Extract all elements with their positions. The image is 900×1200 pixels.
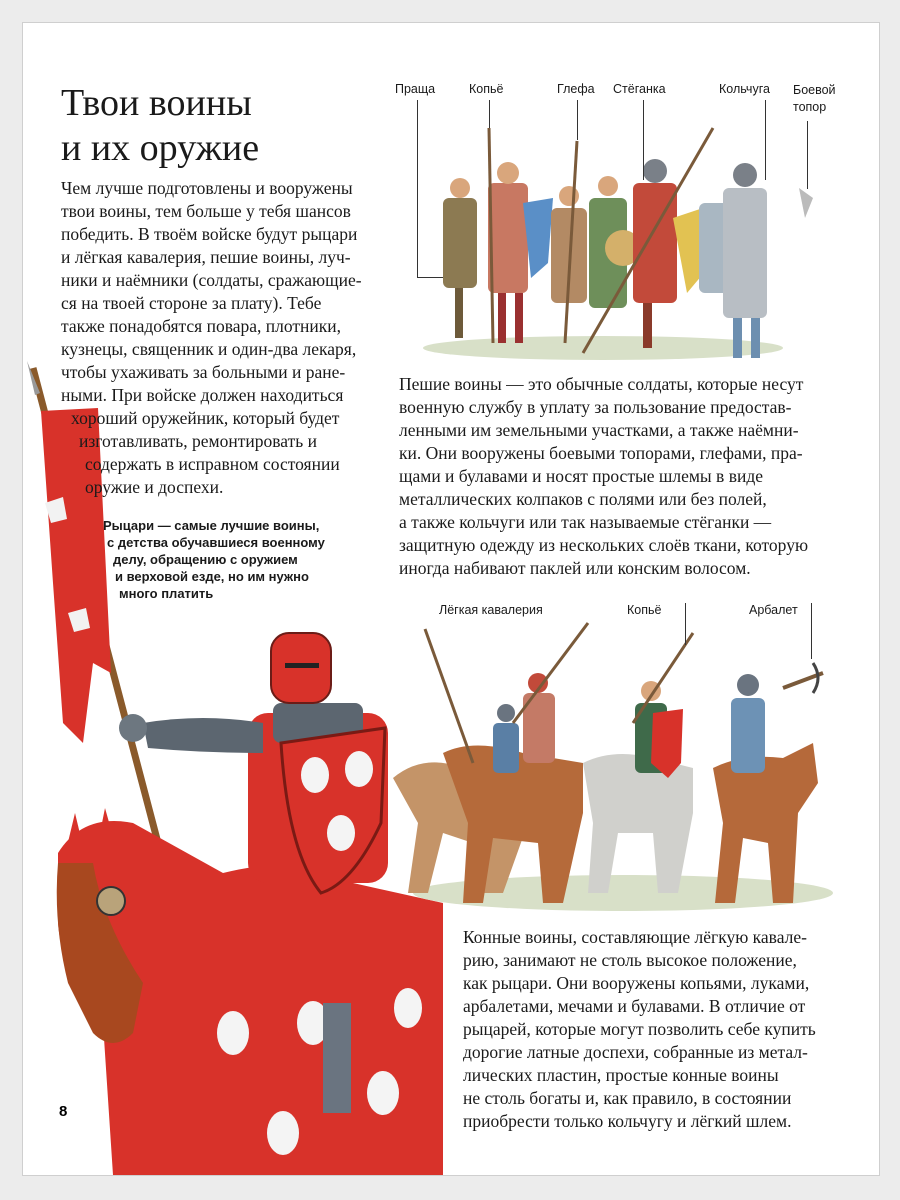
caption-line: Рыцари — самые лучшие воины, (103, 518, 320, 533)
label-cavalry-spear: Копьё (627, 603, 662, 617)
label-crossbow: Арбалет (749, 603, 798, 617)
leader-line (417, 100, 418, 278)
cavalry-line: дорогие латные доспехи, собранные из метал- (463, 1042, 808, 1062)
leader-line (811, 603, 812, 659)
label-gambeson: Стёганка (613, 82, 666, 96)
intro-line: ники и наёмники (солдаты, сражающие- (61, 270, 362, 290)
page-number: 8 (59, 1103, 68, 1120)
leader-line (765, 100, 766, 180)
caption-line: и верховой езде, но им нужно (115, 569, 309, 584)
intro-line: чтобы ухаживать за больными и ране- (61, 362, 346, 382)
leader-line (685, 603, 686, 645)
intro-line: также понадобятся повара, плотники, (61, 316, 342, 336)
cavalry-line: Конные воины, составляющие лёгкую кавале- (463, 927, 807, 947)
book-page (22, 22, 880, 1176)
infantry-line: ки. Они вооружены боевыми топорами, глефами, пра- (399, 443, 803, 463)
title-line-2: и их оружие (61, 127, 260, 169)
title-line-1: Твои воины (61, 82, 252, 124)
intro-line: твои воины, тем больше у тебя шансов (61, 201, 351, 221)
intro-line: хороший оружейник, который будет (71, 408, 340, 428)
infantry-line: иногда набивают паклей или конским волосом. (399, 558, 751, 578)
cavalry-line: арбалетами, мечами и булавами. В отличие от (463, 996, 806, 1016)
leader-line (807, 121, 808, 189)
intro-line: кузнецы, священник и один-два лекаря, (61, 339, 357, 359)
leader-line (489, 100, 490, 128)
infantry-line: Пешие воины — это обычные солдаты, которые несут (399, 374, 804, 394)
intro-line: содержать в исправном состоянии (85, 454, 340, 474)
label-spear: Копьё (469, 82, 504, 96)
label-light-cavalry: Лёгкая кавалерия (439, 603, 543, 617)
caption-line: делу, обращению с оружием (113, 552, 298, 567)
leader-line (577, 100, 578, 140)
label-battle-axe: Боевой топор (793, 83, 836, 114)
cavalry-line: приобрести только кольчугу и лёгкий шлем. (463, 1111, 792, 1131)
infantry-line: ленными им земельными участками, а также наёмни- (399, 420, 799, 440)
cavalry-line: рыцарей, которые могут позволить себе купить (463, 1019, 816, 1039)
cavalry-line: не столь богаты и, как правило, в состоянии (463, 1088, 792, 1108)
intro-line: оружие и доспехи. (85, 477, 224, 497)
infantry-line: а также кольчуги или так называемые стёганки — (399, 512, 772, 532)
intro-line: Чем лучше подготовлены и вооружены (61, 178, 353, 198)
label-chainmail: Кольчуга (719, 82, 770, 96)
label-sling: Праща (395, 82, 436, 96)
label-glaive: Глефа (557, 82, 595, 96)
infantry-line: военную службу в уплату за пользование предостав- (399, 397, 792, 417)
leader-line (417, 277, 443, 278)
infantry-line: щами и булавами и носят простые шлемы в виде (399, 466, 763, 486)
intro-line: победить. В твоём войске будут рыцари (61, 224, 358, 244)
caption-line: с детства обучавшиеся военному (107, 535, 325, 550)
intro-line: изготавливать, ремонтировать и (79, 431, 317, 451)
caption-line: много платить (119, 586, 214, 601)
cavalry-line: рию, занимают не столь высокое положение, (463, 950, 797, 970)
intro-line: ся на твоей стороне за плату). Тебе (61, 293, 322, 313)
cavalry-line: лических пластин, простые конные воины (463, 1065, 779, 1085)
infantry-line: металлических колпаков с полями или без полей, (399, 489, 767, 509)
infantry-line: защитную одежду из нескольких слоёв ткани, которую (399, 535, 809, 555)
page-title (61, 81, 259, 171)
leader-line (643, 100, 644, 180)
intro-line: ными. При войске должен находиться (61, 385, 344, 405)
cavalry-line: как рыцари. Они вооружены копьями, луками, (463, 973, 810, 993)
intro-line: и лёгкая кавалерия, пешие воины, луч- (61, 247, 351, 267)
